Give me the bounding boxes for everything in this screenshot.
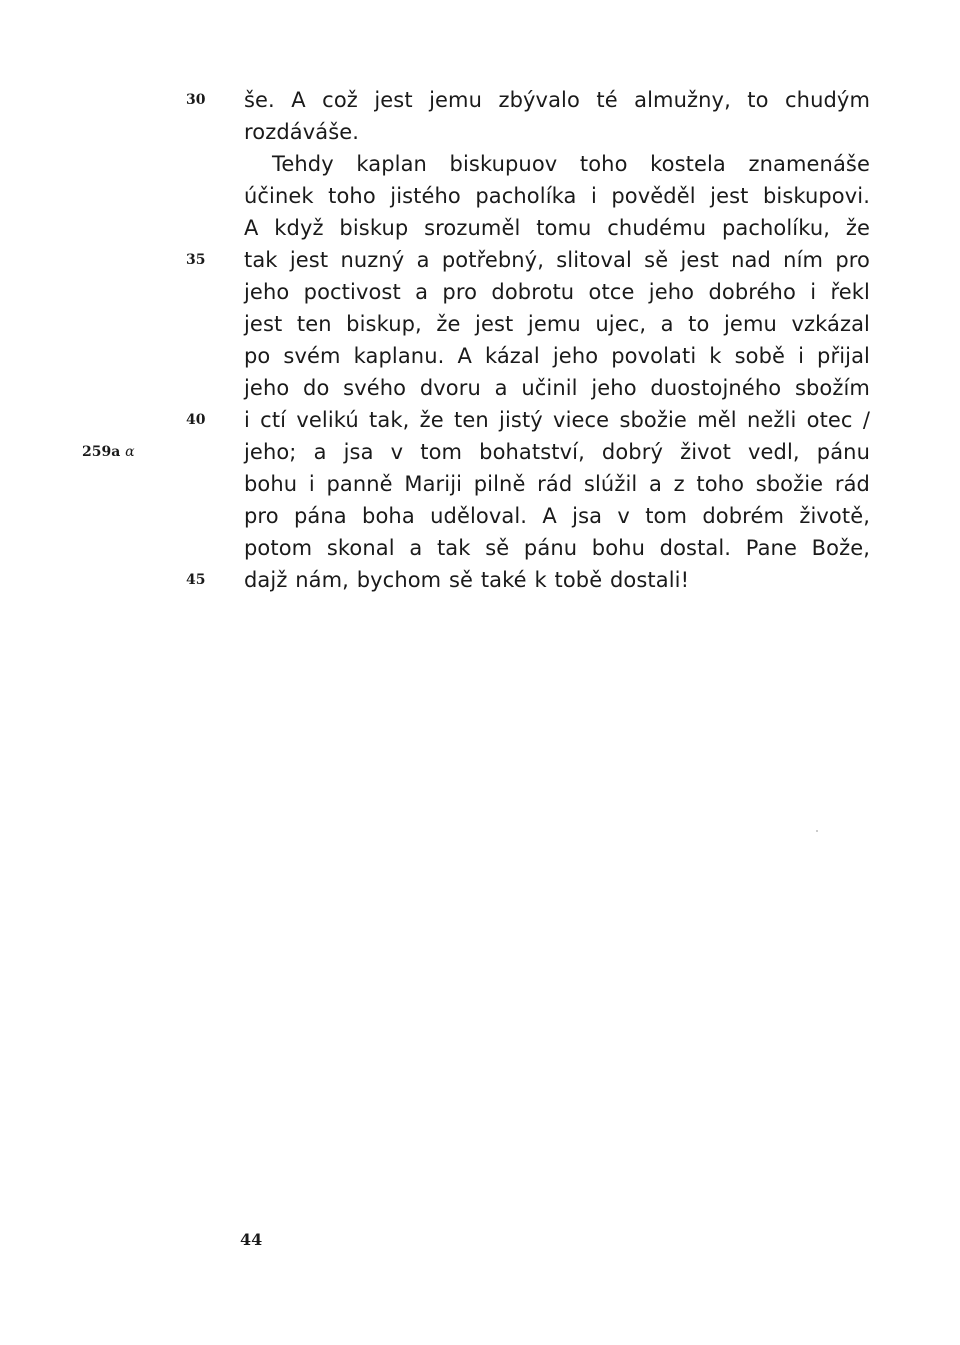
text-line-15 — [0, 532, 960, 564]
line-number: 45 — [186, 572, 206, 588]
text-line-8 — [0, 308, 960, 340]
line-text: po svém kaplanu. A kázal jeho povolati k sobě i přijal — [244, 344, 870, 368]
line-text: účinek toho jistého pacholíka i pověděl jest biskupovi. — [244, 184, 870, 208]
line-text: jeho poctivost a pro dobrotu otce jeho dobrého i řekl — [244, 280, 870, 304]
text-line-9 — [0, 340, 960, 372]
text-line-14 — [0, 500, 960, 532]
text-line-4 — [0, 180, 960, 212]
text-line-10 — [0, 372, 960, 404]
text-line-13 — [0, 468, 960, 500]
line-text: bohu i panně Mariji pilně rád slúžil a z toho sbožie rád — [244, 472, 870, 496]
line-text: še. A což jest jemu zbývalo té almužny, to chudým — [244, 88, 870, 112]
folio-side: α — [125, 444, 135, 460]
text-line-6 — [0, 244, 960, 276]
text-line-16 — [0, 564, 960, 596]
text-block — [0, 84, 960, 596]
text-line-12 — [0, 436, 960, 468]
line-text: potom skonal a tak sě pánu bohu dostal. Pane Bože, — [244, 536, 870, 560]
text-line-7 — [0, 276, 960, 308]
folio-marker — [82, 436, 135, 468]
line-text: i ctí velikú tak, že ten jistý viece sbožie měl nežli otec / — [244, 408, 870, 432]
line-text: jest ten biskup, že jest jemu ujec, a to jemu vzkázal — [244, 312, 870, 336]
line-text: dajž nám, bychom sě také k tobě dostali! — [244, 568, 690, 592]
text-line-11 — [0, 404, 960, 436]
line-text: tak jest nuzný a potřebný, slitoval sě jest nad ním pro — [244, 248, 870, 272]
line-text: Tehdy kaplan biskupuov toho kostela znamenáše — [272, 152, 870, 176]
line-text: jeho; a jsa v tom bohatství, dobrý život vedl, pánu — [244, 440, 870, 464]
text-line-3 — [0, 148, 960, 180]
text-line-5 — [0, 212, 960, 244]
folio-label: 259a — [82, 444, 121, 460]
line-text: A když biskup srozuměl tomu chudému pacholíku, že — [244, 216, 870, 240]
line-number: 30 — [186, 92, 206, 108]
text-line-2 — [0, 116, 960, 148]
text-line-1 — [0, 84, 960, 116]
scan-speck — [816, 830, 818, 832]
line-text: jeho do svého dvoru a učinil jeho duostojného sbožím — [244, 376, 870, 400]
page-number: 44 — [240, 1230, 263, 1249]
line-number: 35 — [186, 252, 206, 268]
line-text: rozdáváše. — [244, 120, 360, 144]
line-text: pro pána boha uděloval. A jsa v tom dobrém životě, — [244, 504, 870, 528]
line-number: 40 — [186, 412, 206, 428]
